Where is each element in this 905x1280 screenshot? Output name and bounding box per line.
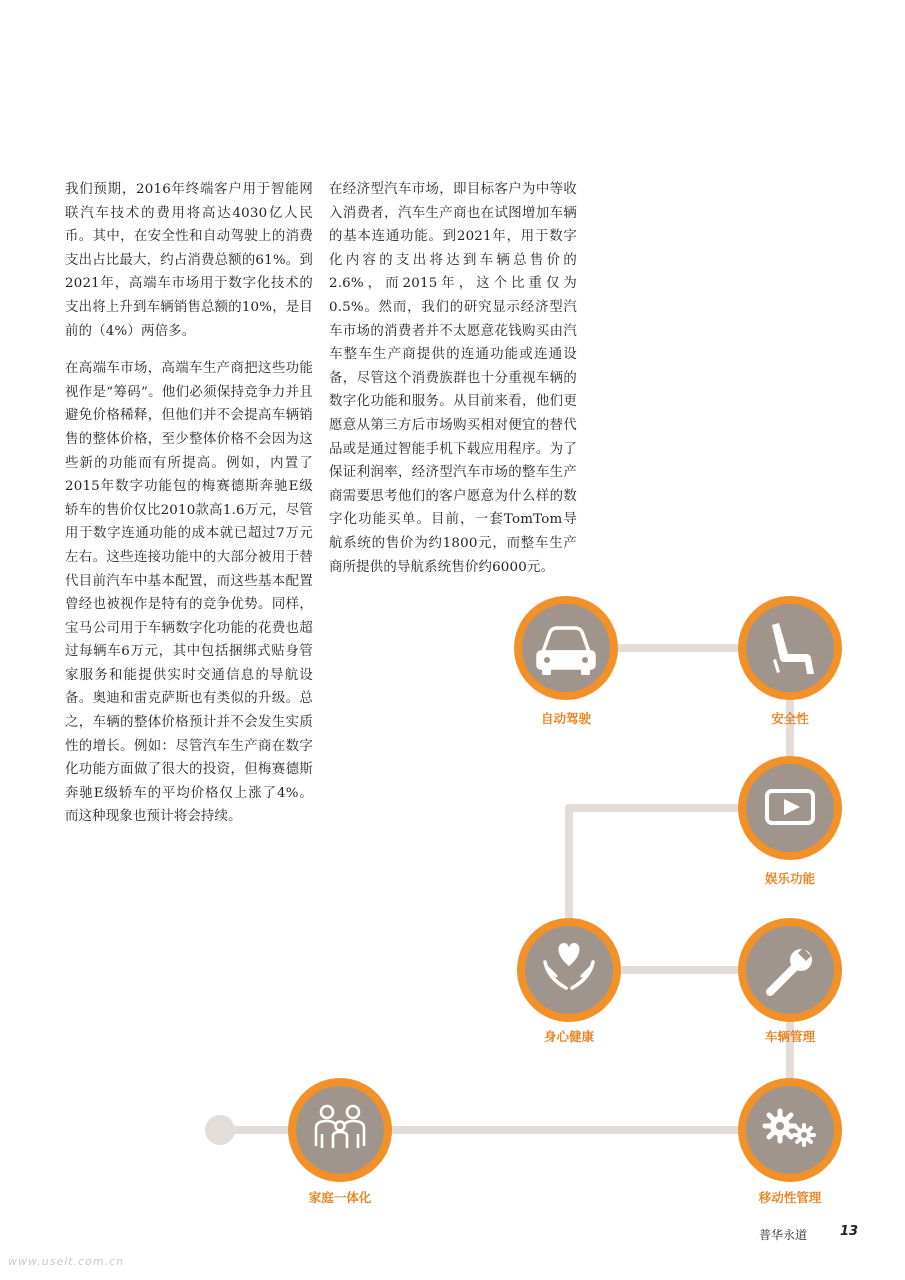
node-label-entertainment: 娱乐功能 [764,871,815,886]
node-label-safety: 安全性 [771,711,809,726]
paragraph: 我们预期，2016年终端客户用于智能网联汽车技术的费用将高达4030亿人民币。其中，在安全性和自动驾驶上的消费支出占比最大，约占消费总额的61%。到2021年，高端车市场用于数字化技术的支出将上升到车辆销售总额的10%，是目前的（4%）两倍多。 [65,182,313,339]
node-label-family: 家庭一体化 [308,1190,372,1205]
watermark: www.useit.com.cn [8,1255,125,1268]
node-family [292,1082,388,1178]
node-mobility-management [742,1082,838,1178]
node-label-mobility-management: 移动性管理 [758,1190,822,1205]
node-label-autonomous: 自动驾驶 [540,711,591,726]
node-autonomous [518,600,614,696]
footer-brand: 普华永道 [759,1228,808,1242]
node-entertainment [742,760,838,856]
paragraph: 在经济型汽车市场，即目标客户为中等收入消费者，汽车生产商也在试图增加车辆的基本连通功能。到2021年，用于数字化内容的支出将达到车辆总售价的2.6%，而2015年，这个比重仅为0.5%。然而，我们的研究显示经济型汽车市场的消费者并不太愿意花钱购买由汽车整车生产商提供的连通功能或连通设备，尽管这个消费族群也十分重视车辆的数字化功能和服务。从目前来看，他们更愿意从第三方后市场购买相对便宜的替代品或是通过智能手机下载应用程序。为了保证利润率，经济型汽车市场的整车生产商需要思考他们的客户愿意为什么样的数字化功能买单。目前，一套TomTom导航系统的售价为约1800元，而整车生产商所提供的导航系统售价约6000元。 [329,182,577,575]
node-safety [742,600,838,696]
start-dot [205,1115,235,1145]
node-wellness [521,922,617,1018]
node-vehicle-management [742,922,838,1018]
paragraph: 在高端车市场，高端车生产商把这些功能视作是“筹码”。他们必须保持竞争力并且避免价格稀释，但他们并不会提高车辆销售的整体价格，至少整体价格不会因为这些新的功能而有所提高。例如，内置了2015年数字功能包的梅赛德斯奔驰E级轿车的售价仅比2010款高1.6万元，尽管用于数字连通功能的成本就已超过7万元左右。这些连接功能中的大部分被用于替代目前汽车中基本配置，而这些基本配置曾经也被视作是特有的竞争优势。同样，宝马公司用于车辆数字化功能的花费也超过每辆车6万元，其中包括捆绑式贴身管家服务和能提供实时交通信息的导航设备。奥迪和雷克萨斯也有类似的升级。总之，车辆的整体价格预计并不会发生实质性的增长。例如：尽管汽车生产商在数字化功能方面做了很大的投资，但梅赛德斯奔驰E级轿车的平均价格仅上涨了4%。而这种现象也预计将会持续。 [65,361,313,825]
node-label-wellness: 身心健康 [543,1029,594,1044]
node-label-vehicle-management: 车辆管理 [764,1029,815,1044]
page-number: 13 [840,1224,859,1239]
